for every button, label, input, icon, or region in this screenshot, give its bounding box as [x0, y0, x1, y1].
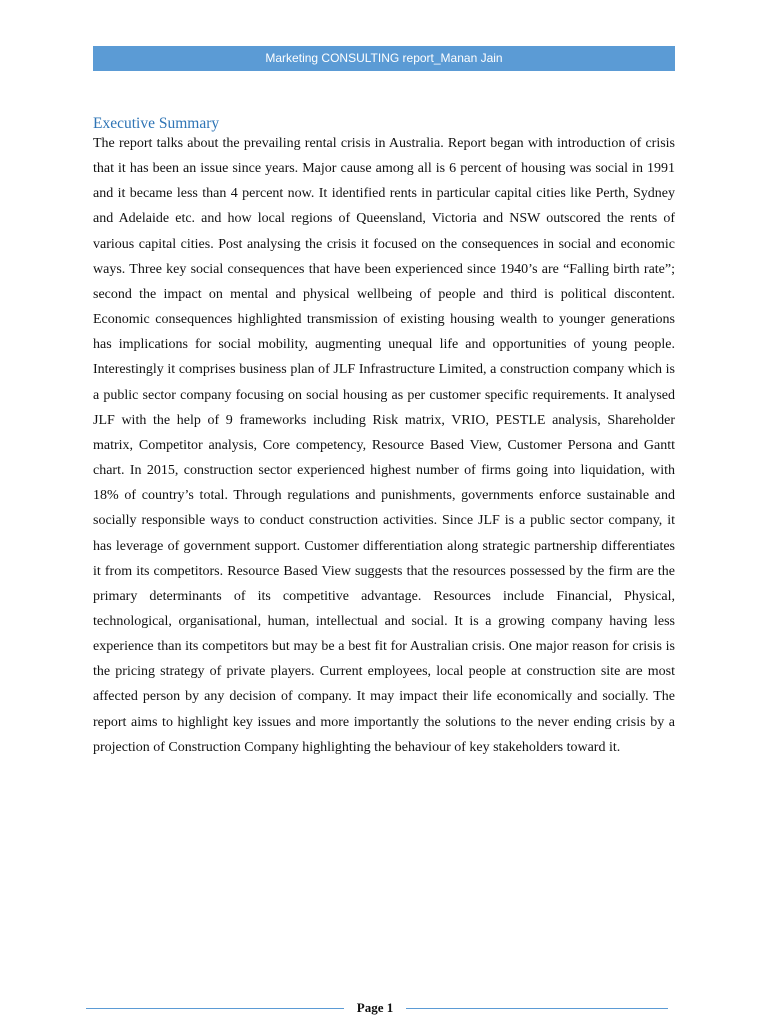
footer-rule-right — [406, 1008, 668, 1009]
page-number: Page 1 — [356, 1000, 394, 1015]
section-heading: Executive Summary — [93, 115, 220, 132]
footer-rule-left — [86, 1008, 344, 1009]
executive-summary-paragraph: The report talks about the prevailing rental crisis in Australia. Report began with introduction of crisis that it has been an issue since years. Major cause among all is 6 percent of housing was social in 1991 and it became less than 4 percent now. It identified rents in particular capital cities like Perth, Sydney and Adelaide etc. and how local regions of Queensland, Victoria and NSW outscored the rents of various capital cities. Post analysing the crisis it focused on the consequences in social and economic ways. Three key social consequences that have been experienced since 1940’s are “Falling birth rate”; second the impact on mental and physical wellbeing of people and third is political discontent. Economic consequences highlighted transmission of existing housing wealth to younger generations has implications for social mobility, augmenting unequal life and opportunities of young people. Interestingly it comprises business plan of JLF Infrastructure Limited, a construction company which is a public sector company focusing on social housing as per customer specific requirements. It analysed JLF with the help of 9 frameworks including Risk matrix, VRIO, PESTLE analysis, Shareholder matrix, Competitor analysis, Core competency, Resource Based View, Customer Persona and Gantt chart. In 2015, construction sector experienced highest number of firms going into liquidation, with 18% of country’s total. Through regulations and punishments, governments enforce sustainable and socially responsible ways to conduct construction activities. Since JLF is a public sector company, it has leverage of government support. Customer differentiation along strategic partnership differentiates it from its competitors. Resource Based View suggests that the resources possessed by the firm are the primary determinants of its competitive advantage. Resources include Financial, Physical, technological, organisational, human, intellectual and social. It is a growing company having less experience than its competitors but may be a best fit for Australian crisis. One major reason for crisis is the pricing strategy of private players. Current employees, local people at construction site are most affected person by any decision of company. It may impact their life economically and socially. The report aims to highlight key issues and more importantly the solutions to the never ending crisis by a projection of Construction Company highlighting the behaviour of key stakeholders toward it. — [93, 136, 675, 755]
page-header-title: Marketing CONSULTING report_Manan Jain — [93, 46, 675, 71]
